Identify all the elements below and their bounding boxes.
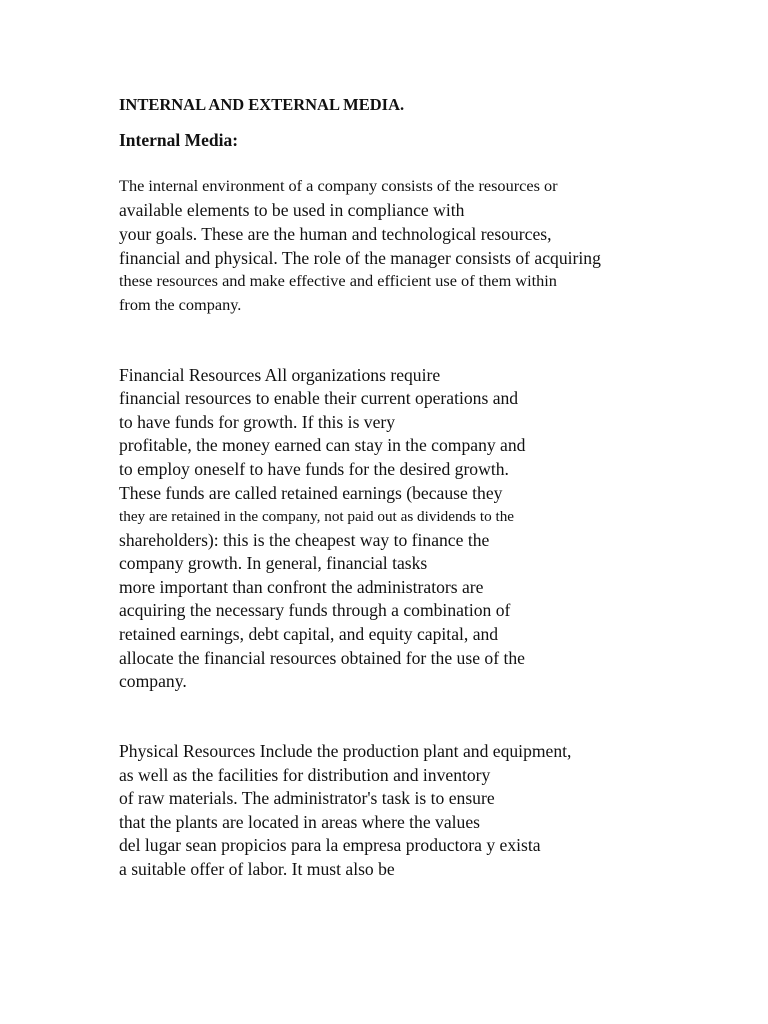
paragraph-1-line: available elements to be used in compliance with	[119, 200, 465, 220]
document-title: INTERNAL AND EXTERNAL MEDIA.	[119, 95, 405, 114]
paragraph-2-line: company growth. In general, financial tasks	[119, 553, 428, 573]
paragraph-3-line: a suitable offer of labor. It must also be	[119, 859, 395, 879]
paragraph-1-line: from the company.	[119, 295, 242, 314]
paragraph-2-line: Financial Resources All organizations require	[119, 365, 441, 385]
paragraph-3-line: Physical Resources Include the production plant and equipment,	[119, 741, 572, 761]
paragraph-3-line: del lugar sean propicios para la empresa productora y exista	[119, 835, 541, 855]
paragraph-1-line: your goals. These are the human and technological resources,	[119, 224, 552, 244]
paragraph-1-line: financial and physical. The role of the manager consists of acquiring	[119, 248, 601, 268]
paragraph-1-line: these resources and make effective and efficient use of them within	[119, 271, 557, 290]
paragraph-2-line: shareholders): this is the cheapest way to finance the	[119, 530, 490, 550]
paragraph-2-line: allocate the financial resources obtained for the use of the	[119, 648, 525, 668]
paragraph-2-line: profitable, the money earned can stay in the company and	[119, 435, 526, 455]
paragraph-2-line: financial resources to enable their current operations and	[119, 388, 519, 408]
paragraph-2-line: they are retained in the company, not paid out as dividends to the	[119, 508, 515, 525]
section-heading-internal-media: Internal Media:	[119, 130, 239, 150]
paragraph-1-line: The internal environment of a company consists of the resources or	[119, 176, 558, 195]
paragraph-2-line: retained earnings, debt capital, and equity capital, and	[119, 624, 499, 644]
paragraph-2-line: to employ oneself to have funds for the desired growth.	[119, 459, 509, 479]
paragraph-2-line: more important than confront the administrators are	[119, 577, 484, 597]
paragraph-3-line: as well as the facilities for distribution and inventory	[119, 765, 491, 785]
paragraph-2-line: company.	[119, 671, 187, 691]
paragraph-3-line: that the plants are located in areas where the values	[119, 812, 480, 832]
paragraph-2-line: These funds are called retained earnings (because they	[119, 483, 503, 503]
paragraph-2-line: to have funds for growth. If this is very	[119, 412, 396, 432]
paragraph-2-line: acquiring the necessary funds through a combination of	[119, 600, 511, 620]
paragraph-3-line: of raw materials. The administrator's task is to ensure	[119, 788, 495, 808]
